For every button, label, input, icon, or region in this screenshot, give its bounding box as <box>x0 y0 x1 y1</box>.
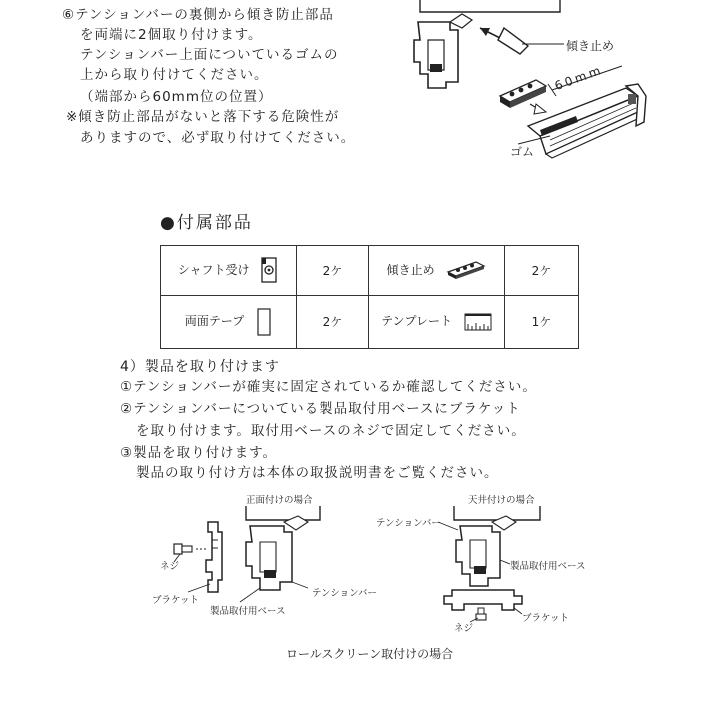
bracket-label-right: ブラケット <box>522 613 570 624</box>
screw-label-right: ネジ <box>454 623 474 634</box>
distance-label: 60mm <box>552 62 606 94</box>
shaft-holder-icon <box>259 256 279 284</box>
part-qty: 2ケ <box>322 263 343 278</box>
part-qty-cell <box>505 295 579 348</box>
tilt-stopper-label: 傾き止め <box>566 39 615 53</box>
rubber-label: ゴム <box>510 145 535 159</box>
step6-line: ⑥テンションバーの裏側から傾き防止部品 <box>62 7 334 23</box>
step6-line: を両端に2個取り付けます。 <box>80 27 263 43</box>
double-sided-tape-icon <box>256 307 272 337</box>
step4-line: を取り付けます。取付用ベースのネジで固定してください。 <box>136 423 526 439</box>
front-mount-title: 正面付けの場合 <box>246 495 313 506</box>
tilt-stopper-figure <box>400 0 720 200</box>
table-row <box>161 246 579 296</box>
diagram-caption: ロールスクリーン取付けの場合 <box>286 647 454 661</box>
part-qty: 2ケ <box>322 315 343 330</box>
parts-table <box>160 245 579 349</box>
step6-line: 上から取り付けてください。 <box>80 67 269 83</box>
part-qty-cell <box>297 246 369 296</box>
part-name-cell <box>161 246 297 296</box>
screw-label-left: ネジ <box>160 561 180 572</box>
part-qty: 1ケ <box>531 315 552 330</box>
step6-line: テンションバー上面についているゴムの <box>80 47 339 63</box>
bracket-label-left: ブラケット <box>152 595 200 606</box>
base-label-left: 製品取付用ベース <box>210 606 286 617</box>
tension-bar-label-left: テンションバー <box>312 588 377 599</box>
tilt-stopper-part-icon <box>500 80 546 108</box>
table-row <box>161 295 579 348</box>
template-icon <box>464 312 492 332</box>
part-name-cell <box>161 295 297 348</box>
step4-line: ②テンションバーについている製品取付用ベースにブラケット <box>120 401 521 417</box>
part-name: テンプレート <box>381 314 453 329</box>
tension-bar-label-right: テンションバー <box>376 518 441 529</box>
step6-warning-line: ※傾き防止部品がないと落下する危険性が <box>66 109 340 125</box>
step4-line: ③製品を取り付けます。 <box>120 445 278 461</box>
step6-warning-line: ありますので、必ず取り付けてください。 <box>80 130 356 146</box>
step4-line: ①テンションバーが確実に固定されているか確認してください。 <box>120 379 537 395</box>
part-name-cell <box>369 246 505 296</box>
part-qty: 2ケ <box>531 263 552 278</box>
base-label-right: 製品取付用ベース <box>510 561 586 572</box>
tilt-stopper-icon <box>446 260 486 280</box>
step4-line: 製品の取り付け方は本体の取扱説明書をご覧ください。 <box>136 465 499 481</box>
ceiling-mount-title: 天井付けの場合 <box>468 495 535 506</box>
step4-title: 4）製品を取り付けます <box>120 359 280 375</box>
parts-section-title: ●付属部品 <box>160 213 253 233</box>
part-qty-cell <box>505 246 579 296</box>
part-name-cell <box>369 295 505 348</box>
part-name: 両面テープ <box>184 314 245 329</box>
part-name: 傾き止め <box>386 262 435 277</box>
part-name: シャフト受け <box>177 262 250 277</box>
step6-line: （端部から60mm位の位置） <box>80 89 273 105</box>
part-qty-cell <box>297 295 369 348</box>
